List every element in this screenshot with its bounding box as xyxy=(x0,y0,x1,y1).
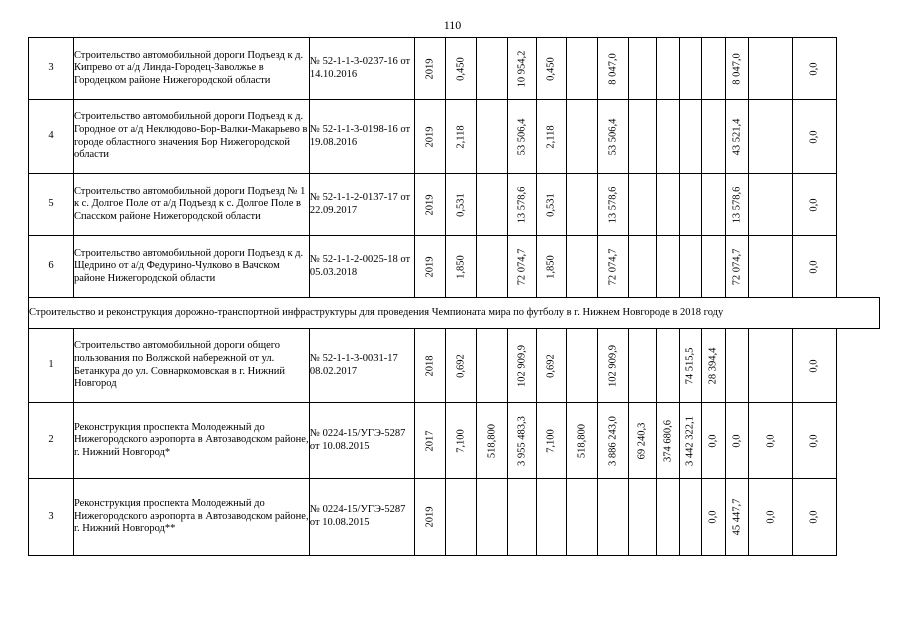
value-cell xyxy=(445,479,477,556)
value-cell xyxy=(508,403,537,479)
value-cell xyxy=(679,479,701,556)
objects-table xyxy=(28,37,880,556)
value-cell xyxy=(793,174,837,236)
row-number: 5 xyxy=(29,174,74,236)
value-cell xyxy=(793,100,837,174)
expertise-conclusion: № 0224-15/УГЭ-5287 от 10.08.2015 xyxy=(309,479,414,556)
object-name: Строительство автомобильной дороги общего пользования по Волжской набережной от ул. Бетанкура до ул. Совнаркомовская в г. Нижний Новгород xyxy=(73,329,309,403)
value-cell xyxy=(477,38,508,100)
value-cell xyxy=(567,329,598,403)
value-cell xyxy=(725,38,748,100)
value-cell xyxy=(536,100,567,174)
value-cell xyxy=(597,38,628,100)
value-cell xyxy=(415,100,446,174)
value-cell xyxy=(597,329,628,403)
value-cell xyxy=(679,403,701,479)
object-name: Строительство автомобильной дороги Подъезд к д. Кипрево от а/д Линда-Городец-Заволжье в Городецком районе Нижегородской области xyxy=(73,38,309,100)
object-name: Строительство автомобильной дороги Подъезд к д. Щедрино от а/д Федурино-Чулково в Вачском районе Нижегородской области xyxy=(73,236,309,298)
value-cell xyxy=(749,403,793,479)
value-cell xyxy=(749,38,793,100)
value-cell xyxy=(567,236,598,298)
value-cell xyxy=(477,100,508,174)
cell-value: 28 394,4 xyxy=(707,347,719,384)
page-number: 110 xyxy=(443,18,462,32)
table-section xyxy=(29,298,880,329)
value-cell xyxy=(477,403,508,479)
row-number: 6 xyxy=(29,236,74,298)
cell-value: 2019 xyxy=(424,126,436,147)
value-cell xyxy=(793,38,837,100)
value-cell xyxy=(657,236,679,298)
cell-value: 102 909,9 xyxy=(607,344,619,387)
object-name: Реконструкция проспекта Молодежный до Нижегородского аэропорта в Автозаводском районе, г. Нижний Новгород** xyxy=(73,479,309,556)
cell-value: 2,118 xyxy=(455,124,467,149)
value-cell xyxy=(508,100,537,174)
value-cell xyxy=(597,236,628,298)
expertise-conclusion: № 52-1-1-3-0031-17 08.02.2017 xyxy=(309,329,414,403)
expertise-conclusion: № 52-1-1-2-0025-18 от 05.03.2018 xyxy=(309,236,414,298)
cell-value: 13 578,6 xyxy=(607,186,619,223)
value-cell xyxy=(628,100,657,174)
value-cell xyxy=(445,38,477,100)
table-row xyxy=(29,329,880,403)
value-cell xyxy=(536,38,567,100)
cell-value: 3 442 322,1 xyxy=(684,415,696,466)
value-cell xyxy=(702,403,725,479)
value-cell xyxy=(567,403,598,479)
value-cell xyxy=(477,174,508,236)
cell-value: 72 074,7 xyxy=(516,248,528,285)
value-cell xyxy=(725,403,748,479)
value-cell xyxy=(725,329,748,403)
cell-value: 0,0 xyxy=(808,259,820,274)
cell-value: 0,692 xyxy=(455,353,467,378)
cell-value: 2019 xyxy=(424,256,436,277)
cell-value: 7,100 xyxy=(455,428,467,453)
value-cell xyxy=(415,403,446,479)
cell-value: 3 955 483,3 xyxy=(516,415,528,466)
value-cell xyxy=(477,479,508,556)
cell-value: 0,531 xyxy=(455,192,467,217)
cell-value: 102 909,9 xyxy=(516,344,528,387)
cell-value: 69 240,3 xyxy=(636,422,648,459)
value-cell xyxy=(597,100,628,174)
expertise-conclusion: № 52-1-1-2-0137-17 от 22.09.2017 xyxy=(309,174,414,236)
value-cell xyxy=(657,38,679,100)
cell-value: 2019 xyxy=(424,194,436,215)
cell-value: 10 954,2 xyxy=(516,50,528,87)
cell-value: 72 074,7 xyxy=(731,248,743,285)
row-number: 3 xyxy=(29,479,74,556)
cell-value: 13 578,6 xyxy=(516,186,528,223)
value-cell xyxy=(628,236,657,298)
value-cell xyxy=(628,329,657,403)
cell-value: 7,100 xyxy=(545,428,557,453)
value-cell xyxy=(628,479,657,556)
value-cell xyxy=(445,403,477,479)
cell-value: 518,800 xyxy=(576,423,588,458)
row-number: 1 xyxy=(29,329,74,403)
cell-value: 13 578,6 xyxy=(731,186,743,223)
value-cell xyxy=(536,403,567,479)
value-cell xyxy=(725,100,748,174)
value-cell xyxy=(657,329,679,403)
value-cell xyxy=(793,329,837,403)
cell-value: 1,850 xyxy=(455,254,467,279)
value-cell xyxy=(749,329,793,403)
value-cell xyxy=(477,329,508,403)
object-name: Строительство автомобильной дороги Подъезд № 1 к с. Долгое Поле от а/д Подъезд к с. Долгое Поле в Спасском районе Нижегородской области xyxy=(73,174,309,236)
value-cell xyxy=(679,100,701,174)
cell-value: 0,0 xyxy=(765,510,777,524)
cell-value: 0,0 xyxy=(707,510,719,524)
value-cell xyxy=(508,479,537,556)
table-row xyxy=(29,100,880,174)
value-cell xyxy=(536,236,567,298)
value-cell xyxy=(445,329,477,403)
cell-value: 0,692 xyxy=(545,353,557,378)
value-cell xyxy=(749,236,793,298)
value-cell xyxy=(725,236,748,298)
value-cell xyxy=(702,174,725,236)
value-cell xyxy=(628,38,657,100)
value-cell xyxy=(749,174,793,236)
cell-value: 2019 xyxy=(424,58,436,79)
cell-value: 0,0 xyxy=(808,510,820,524)
value-cell xyxy=(679,329,701,403)
cell-value: 72 074,7 xyxy=(607,248,619,285)
cell-value: 43 521,4 xyxy=(731,118,743,155)
cell-value: 2018 xyxy=(424,355,436,376)
value-cell xyxy=(702,329,725,403)
cell-value: 374 680,6 xyxy=(662,419,674,462)
value-cell xyxy=(445,174,477,236)
value-cell xyxy=(702,38,725,100)
table-row xyxy=(29,236,880,298)
value-cell xyxy=(679,236,701,298)
value-cell xyxy=(536,329,567,403)
cell-value: 0,0 xyxy=(808,129,820,144)
value-cell xyxy=(597,403,628,479)
section-title: Строительство и реконструкция дорожно-транспортной инфраструктуры для проведения Чемпионата мира по футболу в г. Нижнем Новгороде в 2018 году xyxy=(29,298,880,329)
value-cell xyxy=(536,479,567,556)
row-number: 2 xyxy=(29,403,74,479)
table-row xyxy=(29,403,880,479)
table-row xyxy=(29,479,880,556)
value-cell xyxy=(415,236,446,298)
cell-value: 0,0 xyxy=(765,433,777,448)
table-body-top xyxy=(29,38,880,298)
table-row xyxy=(29,38,880,100)
cell-value: 2019 xyxy=(424,506,436,528)
cell-value: 8 047,0 xyxy=(607,52,619,85)
cell-value: 0,531 xyxy=(545,192,557,217)
value-cell xyxy=(702,479,725,556)
value-cell xyxy=(415,329,446,403)
value-cell xyxy=(567,174,598,236)
value-cell xyxy=(657,479,679,556)
object-name: Строительство автомобильной дороги Подъезд к д. Городное от а/д Неклюдово-Бор-Валки-Макарьево в городе областного значения Бор Нижегородской области xyxy=(73,100,309,174)
value-cell xyxy=(628,174,657,236)
value-cell xyxy=(657,403,679,479)
value-cell xyxy=(597,479,628,556)
section-row xyxy=(29,298,880,329)
value-cell xyxy=(508,174,537,236)
expertise-conclusion: № 52-1-1-3-0198-16 от 19.08.2016 xyxy=(309,100,414,174)
cell-value: 53 506,4 xyxy=(607,118,619,155)
value-cell xyxy=(415,174,446,236)
cell-value: 1,850 xyxy=(545,254,557,279)
value-cell xyxy=(415,38,446,100)
cell-value: 518,800 xyxy=(486,423,498,458)
expertise-conclusion: № 0224-15/УГЭ-5287 от 10.08.2015 xyxy=(309,403,414,479)
value-cell xyxy=(793,236,837,298)
value-cell xyxy=(415,479,446,556)
value-cell xyxy=(445,236,477,298)
value-cell xyxy=(749,479,793,556)
cell-value: 74 515,5 xyxy=(684,347,696,384)
expertise-conclusion: № 52-1-1-3-0237-16 от 14.10.2016 xyxy=(309,38,414,100)
row-number: 3 xyxy=(29,38,74,100)
cell-value: 0,0 xyxy=(707,433,719,448)
value-cell xyxy=(725,479,748,556)
value-cell xyxy=(597,174,628,236)
value-cell xyxy=(508,38,537,100)
cell-value: 8 047,0 xyxy=(731,52,743,85)
cell-value: 0,0 xyxy=(808,358,820,373)
value-cell xyxy=(793,479,837,556)
value-cell xyxy=(536,174,567,236)
value-cell xyxy=(567,38,598,100)
cell-value: 0,450 xyxy=(545,56,557,81)
cell-value: 45 447,7 xyxy=(731,498,743,536)
value-cell xyxy=(445,100,477,174)
value-cell xyxy=(679,174,701,236)
value-cell xyxy=(702,236,725,298)
value-cell xyxy=(628,403,657,479)
cell-value: 2017 xyxy=(424,430,436,451)
cell-value: 0,0 xyxy=(808,433,820,448)
cell-value: 2,118 xyxy=(545,124,557,149)
value-cell xyxy=(508,236,537,298)
cell-value: 0,0 xyxy=(808,61,820,76)
table-row xyxy=(29,174,880,236)
value-cell xyxy=(679,38,701,100)
value-cell xyxy=(477,236,508,298)
value-cell xyxy=(793,403,837,479)
cell-value: 3 886 243,0 xyxy=(607,415,619,466)
cell-value: 53 506,4 xyxy=(516,118,528,155)
value-cell xyxy=(725,174,748,236)
row-number: 4 xyxy=(29,100,74,174)
value-cell xyxy=(657,100,679,174)
value-cell xyxy=(702,100,725,174)
table-body-bottom xyxy=(29,329,880,556)
value-cell xyxy=(657,174,679,236)
value-cell xyxy=(567,479,598,556)
object-name: Реконструкция проспекта Молодежный до Нижегородского аэропорта в Автозаводском районе, г. Нижний Новгород* xyxy=(73,403,309,479)
cell-value: 0,0 xyxy=(808,197,820,212)
value-cell xyxy=(749,100,793,174)
cell-value: 0,0 xyxy=(731,433,743,448)
cell-value: 0,450 xyxy=(455,56,467,81)
value-cell xyxy=(567,100,598,174)
value-cell xyxy=(508,329,537,403)
